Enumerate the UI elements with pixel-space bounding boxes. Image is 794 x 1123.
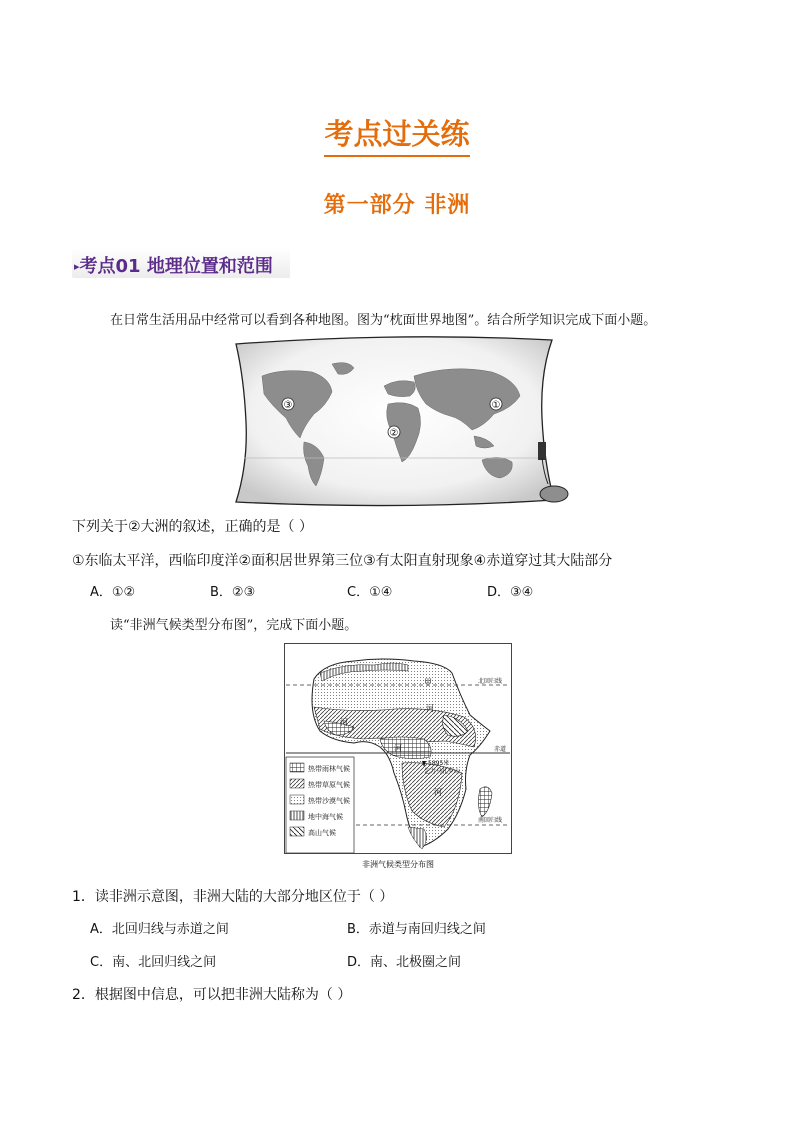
page-title <box>0 112 794 153</box>
option-c: C．①④ <box>347 585 393 600</box>
svg-text:②: ② <box>389 428 399 439</box>
section-marker: ▸ <box>74 260 80 273</box>
svg-text:③: ③ <box>283 400 293 411</box>
question-intro: 下列关于②大洲的叙述，正确的是（ ） <box>72 519 313 535</box>
q1-option-b: B．赤道与南回归线之间 <box>347 922 486 937</box>
legend-item-savanna: 热带草原气候 <box>308 781 350 789</box>
pillow-tag-weight <box>540 486 568 502</box>
svg-text:甲: 甲 <box>424 678 432 687</box>
svg-text:①: ① <box>491 400 501 411</box>
section-label: 考点01 地理位置和范围 <box>79 256 273 277</box>
q2-stem: 2．根据图中信息，可以把非洲大陆称为（ ） <box>72 987 352 1003</box>
page-title-text: 考点过关练 <box>324 117 469 157</box>
page-subtitle: 第一部分 非洲 <box>323 193 471 218</box>
svg-text:河: 河 <box>426 704 434 713</box>
svg-text:赤道: 赤道 <box>494 746 507 753</box>
map-caption: 非洲气候类型分布图 <box>362 860 434 869</box>
pillow-tag <box>538 442 546 460</box>
q1-option-c: C．南、北回归线之间 <box>90 955 217 970</box>
svg-text:河: 河 <box>434 788 442 797</box>
legend-item-rainforest: 热带雨林气候 <box>308 765 350 773</box>
legend-item-desert: 热带沙漠气候 <box>308 797 350 805</box>
question-statements: ①东临太平洋，西临印度洋②面积居世界第三位③有太阳直射现象④赤道穿过其大陆部分 <box>72 553 613 569</box>
q1-stem: 1．读非洲示意图，非洲大陆的大部分地区位于（ ） <box>72 889 394 905</box>
svg-text:河: 河 <box>340 718 348 727</box>
q1-option-d: D．南、北极圈之间 <box>347 955 462 970</box>
option-d: D．③④ <box>487 585 534 600</box>
legend-item-mediterranean: 地中海气候 <box>308 813 343 821</box>
option-a: A．①② <box>90 585 136 600</box>
intro-text-1: 在日常生活用品中经常可以看到各种地图。图为“枕面世界地图”。结合所学知识完成下面小题。 <box>110 313 657 328</box>
intro-text-2: 读“非洲气候类型分布图”，完成下面小题。 <box>110 618 358 633</box>
option-b: B．②③ <box>210 585 256 600</box>
svg-text:5895米: 5895米 <box>428 760 450 767</box>
svg-text:南回归线: 南回归线 <box>478 817 503 824</box>
pillow-world-map <box>222 334 574 510</box>
svg-text:乞力马扎罗山: 乞力马扎罗山 <box>424 768 461 775</box>
svg-text:河: 河 <box>394 744 402 753</box>
section-header <box>74 252 273 278</box>
africa-climate-map <box>284 643 512 875</box>
q1-option-a: A．北回归线与赤道之间 <box>90 922 229 937</box>
svg-text:北回归线: 北回归线 <box>478 678 503 685</box>
legend-item-highland: 高山气候 <box>308 829 336 837</box>
